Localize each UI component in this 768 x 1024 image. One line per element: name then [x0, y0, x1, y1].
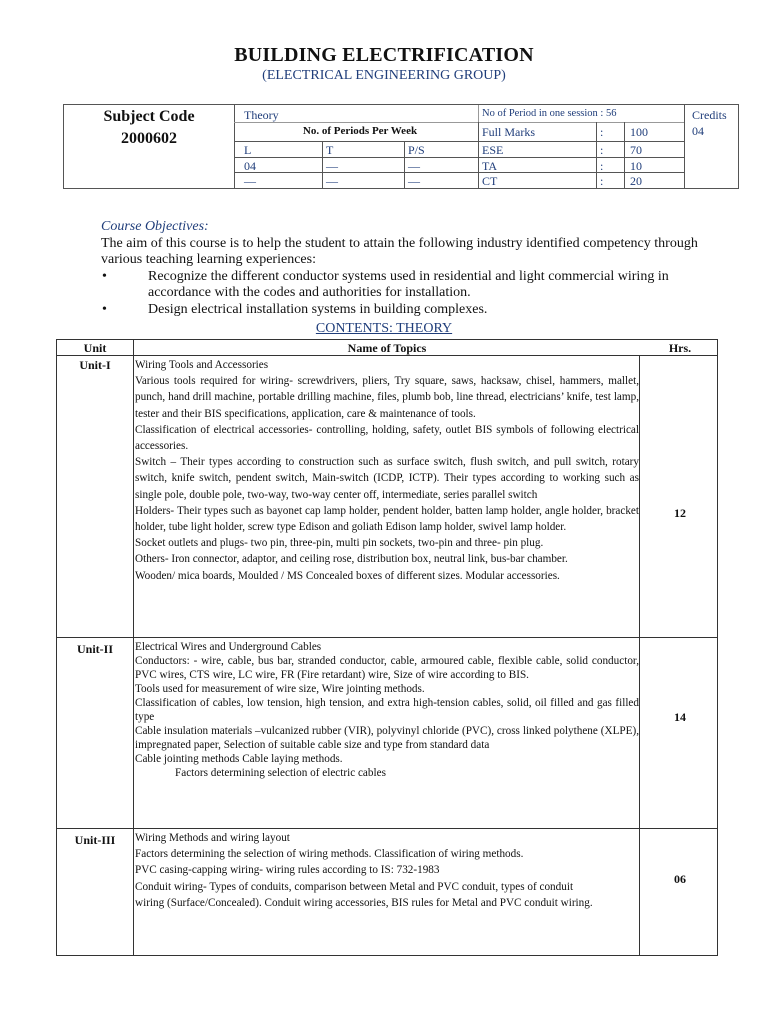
col-unit-header: Unit: [83, 341, 107, 355]
topic-line: Socket outlets and plugs- two pin, three-pin, multi pin sockets, two-pin and three- pin plug.: [135, 537, 544, 550]
topic-line: Holders- Their types such as bayonet cap lamp holder, pendent holder, batten lamp holder, angle holder, bracket holder, tube light holder, screw type Edison and goliath Edison lamp holder, swivel lamp holder.: [135, 504, 639, 534]
objective-text: Recognize the different conductor systems used in residential and light commercial wiring in accordance with the codes and authorities for installation.: [148, 268, 669, 300]
topic-line: Factors determining the selection of wiring methods. Classification of wiring methods.: [135, 848, 524, 861]
unit-topics: [135, 357, 639, 584]
ta-sep: :: [600, 159, 604, 173]
document-subtitle: (ELECTRICAL ENGINEERING GROUP): [262, 68, 506, 83]
document-title: BUILDING ELECTRIFICATION: [234, 44, 534, 66]
row1-l: 04: [244, 159, 256, 173]
ese-label: ESE: [482, 143, 504, 157]
col-topics-header: Name of Topics: [347, 341, 427, 355]
theory-label: Theory: [244, 108, 279, 122]
unit-hours: 06: [674, 872, 686, 886]
periods-per-session: No of Period in one session : 56: [482, 108, 617, 119]
topic-line: PVC casing-capping wiring- wiring rules according to IS: 732-1983: [135, 864, 440, 877]
row1-ps: —: [408, 159, 420, 173]
unit-label: Unit-III: [74, 833, 116, 847]
topic-line: Various tools required for wiring- screwdrivers, pliers, Try square, saws, hacksaw, chisel, hammers, mallet, punch, hand drill machine, portable drilling machine, files, plumb bob, line thread, electricians’ knife, test lamp, tester and their BIS specifications, application, care & maintenance of tools.: [135, 375, 639, 420]
full-marks-label: Full Marks: [482, 125, 536, 139]
topic-heading: Wiring Tools and Accessories: [135, 359, 269, 371]
objective-bullet: • Recognize the different conductor systems used in residential and light commercial wiring in accordance with the codes and authorities for installation.: [101, 269, 721, 302]
col-ps: P/S: [408, 143, 425, 157]
full-marks-sep: :: [600, 125, 604, 139]
unit-hours: 14: [674, 710, 686, 724]
ct-sep: :: [600, 174, 604, 188]
topic-line: Others- Iron connector, adaptor, and ceiling rose, distribution box, neutral link, bus-bar chamber.: [135, 553, 568, 566]
ta-label: TA: [482, 159, 498, 173]
unit-label: Unit-II: [76, 642, 113, 656]
topic-line: Classification of cables, low tension, high tension, and extra high-tension cables, solid, oil filled and gas filled type: [135, 697, 639, 723]
subject-code-value: 2000602: [121, 130, 177, 147]
ese-value: 70: [630, 143, 642, 157]
col-hrs-header: Hrs.: [668, 341, 692, 355]
subject-table: [63, 104, 739, 189]
topic-line: Cable insulation materials –vulcanized rubber (VIR), polyvinyl chloride (PVC), cross linked polythene (XLPE), impregnated paper, Selection of suitable cable size and type from standard data: [135, 725, 639, 751]
subject-code-label: Subject Code: [103, 108, 195, 125]
periods-per-week-label: No. of Periods Per Week: [302, 125, 418, 137]
topic-line: Switch – Their types according to construction such as surface switch, flush switch, and pull switch, rotary switch, knife switch, pendent switch, Main-switch (ICDP, ICTP). Their types according to working such as single pole, double pole, two-way, two-way center off, intermediate, series parallel switch: [135, 456, 639, 501]
full-marks-value: 100: [630, 125, 648, 139]
unit-topics: [135, 830, 593, 911]
objective-text: Design electrical installation systems in building complexes.: [148, 301, 488, 317]
row2-l: —: [244, 174, 256, 188]
objectives-intro: The aim of this course is to help the student to attain the following industry identified competency through various teaching learning experiences:: [101, 235, 698, 267]
topic-line: Cable jointing methods Cable laying methods.: [135, 753, 343, 765]
objectives-heading: Course Objectives:: [101, 219, 209, 234]
course-objectives: [101, 219, 721, 318]
topic-line: Conductors: - wire, cable, bus bar, stranded conductor, cable, armoured cable, flexible cable, solid conductor, PVC wires, CTS wire, LC wire, FR (Fire retardant) wire, Size of wire according to BIS.: [135, 655, 639, 681]
ct-value: 20: [630, 174, 642, 188]
contents-table: [56, 339, 718, 956]
objective-bullet: • Design electrical installation systems in building complexes.: [101, 302, 721, 319]
credits-label: Credits: [692, 108, 727, 122]
topic-line: Classification of electrical accessories- controlling, holding, safety, outlet BIS symbols of following electrical accessories.: [135, 423, 639, 453]
unit-hours: 12: [674, 506, 686, 520]
row2-ps: —: [408, 174, 420, 188]
row1-t: —: [326, 159, 338, 173]
ct-label: CT: [482, 174, 498, 188]
unit-label: Unit-I: [79, 358, 111, 372]
ta-value: 10: [630, 159, 642, 173]
topic-line: Conduit wiring- Types of conduits, comparison between Metal and PVC conduit, types of conduit wiring (Surface/Concealed). Conduit wiring accessories, BIS rules for Metal and PVC conduit wiring.: [135, 880, 593, 909]
credits-value: 04: [692, 124, 704, 138]
topic-heading: Wiring Methods and wiring layout: [135, 832, 290, 844]
topic-line: Tools used for measurement of wire size, Wire jointing methods.: [135, 683, 425, 695]
col-t: T: [326, 143, 334, 157]
row2-t: —: [326, 174, 338, 188]
col-l: L: [244, 143, 252, 157]
unit-topics: [135, 640, 639, 780]
topic-line: Wooden/ mica boards, Moulded / MS Concealed boxes of different sizes. Modular accessories.: [135, 569, 560, 582]
ese-sep: :: [600, 143, 604, 157]
topic-line: Factors determining selection of electric cables: [175, 767, 386, 779]
topic-heading: Electrical Wires and Underground Cables: [135, 641, 322, 653]
contents-heading: CONTENTS: THEORY: [315, 321, 453, 336]
